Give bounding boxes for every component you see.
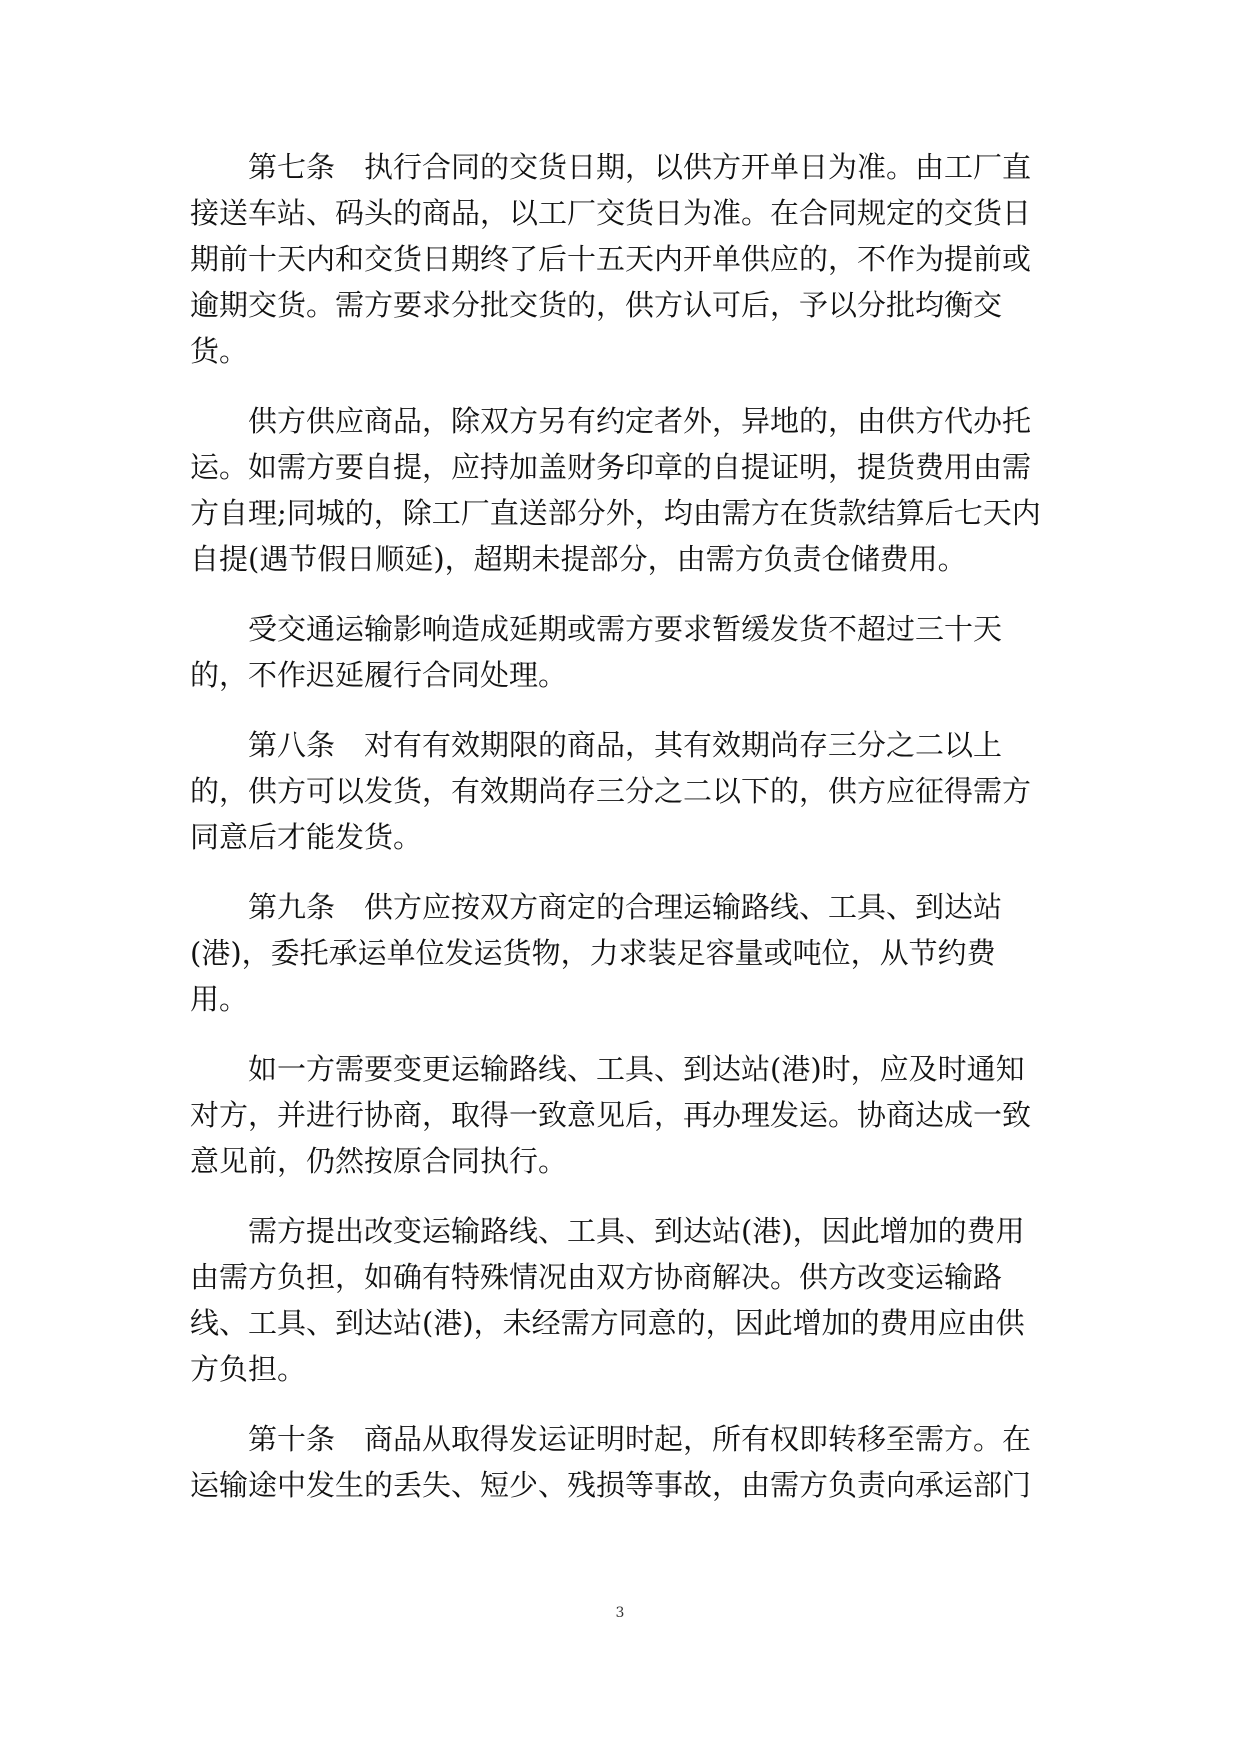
text-line: 如一方需要变更运输路线、工具、到达站(港)时，应及时通知 (190, 1052, 1025, 1086)
text-line: 受交通运输影响造成延期或需方要求暂缓发货不超过三十天 (190, 612, 1003, 646)
text-line: 同意后才能发货。 (190, 820, 423, 854)
paragraph-route-change (190, 1046, 1050, 1184)
document-body (190, 144, 1050, 1532)
text-line: 货。 (190, 334, 249, 368)
text-line: 线、工具、到达站(港)，未经需方同意的，因此增加的费用应由供 (190, 1306, 1025, 1340)
text-line: 接送车站、码头的商品，以工厂交货日为准。在合同规定的交货日 (190, 196, 1032, 230)
text-line: 运输途中发生的丢失、短少、残损等事故，由需方负责向承运部门 (190, 1468, 1032, 1502)
text-line: 的，供方可以发货，有效期尚存三分之二以下的，供方应征得需方 (190, 774, 1032, 808)
text-line: 方自理;同城的，除工厂直送部分外，均由需方在货款结算后七天内 (190, 496, 1041, 530)
paragraph-transport-delay (190, 606, 1050, 698)
text-line: (港)，委托承运单位发运货物，力求装足容量或吨位，从节约费 (190, 936, 996, 970)
paragraph-article-8 (190, 722, 1050, 860)
text-line: 第九条 供方应按双方商定的合理运输路线、工具、到达站 (190, 890, 1003, 924)
text-line: 运。如需方要自提，应持加盖财务印章的自提证明，提货费用由需 (190, 450, 1032, 484)
page-number: 3 (615, 1605, 625, 1621)
text-line: 需方提出改变运输路线、工具、到达站(港)，因此增加的费用 (190, 1214, 1025, 1248)
text-line: 由需方负担，如确有特殊情况由双方协商解决。供方改变运输路 (190, 1260, 1003, 1294)
text-line: 意见前，仍然按原合同执行。 (190, 1144, 568, 1178)
text-line: 逾期交货。需方要求分批交货的，供方认可后，予以分批均衡交 (190, 288, 1003, 322)
text-line: 对方，并进行协商，取得一致意见后，再办理发运。协商达成一致 (190, 1098, 1032, 1132)
text-line: 的，不作迟延履行合同处理。 (190, 658, 568, 692)
paragraph-route-cost (190, 1208, 1050, 1392)
text-line: 第八条 对有有效期限的商品，其有效期尚存三分之二以上 (190, 728, 1003, 762)
paragraph-article-9 (190, 884, 1050, 1022)
text-line: 第七条 执行合同的交货日期，以供方开单日为准。由工厂直 (190, 150, 1032, 184)
text-line: 自提(遇节假日顺延)，超期未提部分，由需方负责仓储费用。 (190, 542, 967, 576)
paragraph-supply-shipping (190, 398, 1050, 582)
text-line: 期前十天内和交货日期终了后十五天内开单供应的，不作为提前或 (190, 242, 1032, 276)
text-line: 供方供应商品，除双方另有约定者外，异地的，由供方代办托 (190, 404, 1032, 438)
text-line: 方负担。 (190, 1352, 307, 1386)
paragraph-article-7 (190, 144, 1050, 374)
text-line: 用。 (190, 982, 249, 1016)
paragraph-article-10 (190, 1416, 1050, 1508)
text-line: 第十条 商品从取得发运证明时起，所有权即转移至需方。在 (190, 1422, 1032, 1456)
